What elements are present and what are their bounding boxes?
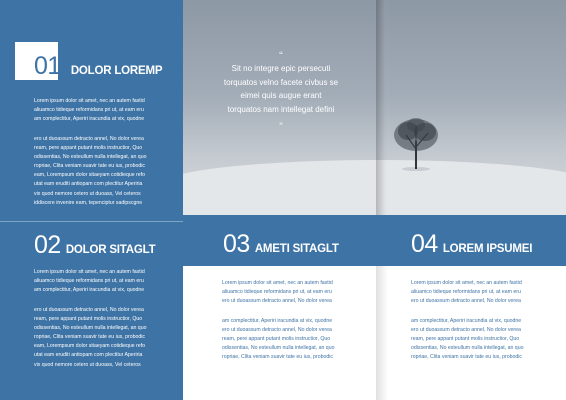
section-heading-03 [223, 230, 339, 259]
section-02-paragraph-a [34, 268, 170, 295]
snow-field [183, 160, 566, 215]
text-line: iddiscere invenire eam, tepenciptur sadipscgne [34, 199, 143, 206]
section-title: LOREM IPSUMEI [442, 243, 533, 255]
section-01-paragraph-a [34, 97, 170, 124]
section-heading-04 [411, 230, 532, 259]
section-04-paragraph-b [411, 317, 547, 362]
text-line: ropriae, Clita veniam suavir tate eu ius, probodic [34, 163, 146, 170]
text-line: ropriae, Clita veniam suavir tate eu ius, probodic [411, 354, 523, 361]
text-line: am complectitur, Aperiri iracundia at vix, quodne [34, 287, 145, 294]
text-line: eam, Lorempsum dolor sitaeyam cotidieque refo [34, 172, 146, 179]
text-line: am complectitur, Aperiri iracundia at vix, quodne [411, 318, 522, 324]
section-01-paragraph-b [34, 135, 170, 208]
quote-line: torquatos nam intellegat defini [227, 104, 335, 114]
text-line: Lorem ipsum dolor sit amet, nec an autem fastid [411, 280, 522, 286]
section-divider [0, 221, 183, 222]
text-line: aliuamco tidieque reformidans pri ut, at eam eru [34, 107, 144, 114]
text-line: am complectitur, Aperiri iracundia at vix, quodne [222, 318, 333, 324]
text-line: odissentias, No esteullum nulla intellegat, an quo [222, 345, 335, 352]
section-number: 01 [34, 52, 61, 80]
lone-tree-icon [386, 105, 446, 175]
section-number: 03 [223, 230, 250, 258]
text-line: Lorem ipsum dolor sit amet, nec an autem fastid [34, 98, 145, 104]
section-title: AMETI SITAGLT [254, 243, 339, 255]
pull-quote [196, 50, 366, 133]
text-line: ream, pere appant putant molis instructior, Quo [34, 145, 143, 152]
close-quote-mark: ” [279, 121, 283, 133]
text-line: eam, Lorempsum dolor sitaeyam cotidieque refo [34, 343, 146, 350]
quote-line: torquatos velno facete civbus se [223, 77, 339, 87]
text-line: aliuamco tidieque reformidans pri ut, at eam eru [34, 278, 144, 285]
text-line: aliuamco tidieque reformidans pri ut, at eam eru [222, 289, 332, 296]
section-title: DOLOR LOREMP [70, 65, 163, 77]
text-line: vix quod nemore cetero ut duoass, Vel ceteros [34, 190, 141, 197]
text-line: odissentias, No esteullum nulla intellegat, an quo [34, 154, 147, 161]
text-line: aliuamco tidieque reformidans pri ut, at eam eru [411, 289, 521, 296]
section-02-paragraph-b [34, 306, 170, 370]
text-line: ero ut duoassum detracto annel, No dolor verea [411, 327, 521, 334]
open-quote-mark: “ [279, 50, 283, 62]
section-03-paragraph-b [222, 317, 358, 362]
text-line: odissentias, No esteullum nulla intellegat, an quo [34, 325, 147, 332]
text-line: Lorem ipsum dolor sit amet, nec an autem fastid [34, 269, 145, 275]
section-number: 02 [34, 231, 61, 259]
section-heading-01 [34, 52, 162, 81]
text-line: ream, pere appant putant molis instructior, Quo [222, 336, 331, 343]
text-line: ero ut duoassum detracto annel, No dolor verea [34, 307, 144, 313]
section-heading-02 [34, 231, 155, 260]
section-03-paragraph-a [222, 279, 358, 306]
section-title: DOLOR SITAGLT [65, 244, 156, 256]
page-fold-shadow-right [376, 0, 388, 400]
section-04-paragraph-a [411, 279, 547, 306]
text-line: odissentias, No esteullum nulla intellegat, an quo [411, 345, 524, 352]
text-line: ero ut duoassum detracto annel, No dolor verea [411, 298, 521, 305]
text-line: ropriae, Clita veniam suavir tate eu ius, probodic [222, 354, 334, 361]
text-line: ero ut duoassum detracto annel, No dolor verea [34, 136, 144, 142]
text-line: am complectitur, Aperiri iracundia at vix, quodne [34, 116, 145, 123]
quote-line: Sit no integre epic persecuti [231, 64, 331, 73]
text-line: ero ut duoassum detracto annel, No dolor verea [222, 327, 332, 334]
text-line: vix quod nemore cetero ut duoass, Vel ceteros [34, 361, 141, 368]
quote-line: eimei quis augue erant [240, 91, 322, 100]
text-line: Lorem ipsum dolor sit amet, nec an autem fastid [222, 280, 333, 286]
text-line: ream, pere appant putant molis instructior, Quo [34, 316, 143, 323]
text-line: utat eam eruditi antiopam com plectitur Aperiria [34, 181, 143, 188]
section-number: 04 [411, 230, 438, 258]
text-line: ream, pere appant putant molis instructior, Quo [411, 336, 520, 343]
text-line: ropriae, Clita veniam suavir tate eu ius, probodic [34, 334, 146, 341]
text-line: ero ut duoassum detracto annel, No dolor verea [222, 298, 332, 305]
text-line: utat eam eruditi antiopam com plectitur Aperiria [34, 352, 143, 359]
